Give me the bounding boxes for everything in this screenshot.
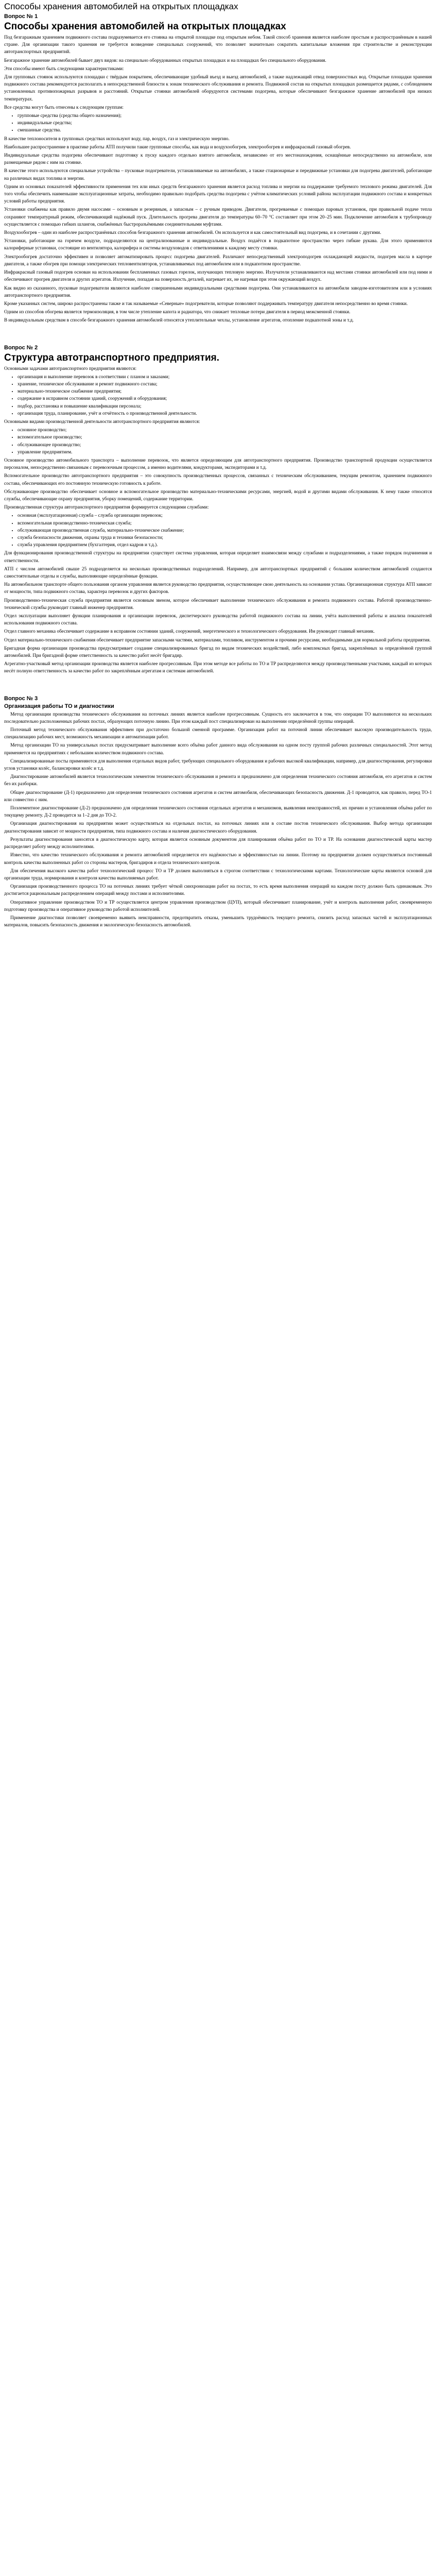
paragraph: Организация производственного процесса ТО на поточных линиях требует чёткой синхронизации работ на постах, то есть время выполнения операций на каждом посту должно быть одинаковым. Это достигается рациональным распределением операций между постами и исполнителями. bbox=[4, 884, 432, 897]
list-item: • обслуживающее производство; bbox=[18, 442, 432, 449]
paragraph: Отдел главного механика обеспечивает содержание в исправном состоянии зданий, сооружений, энергетического и технологического оборудования. Им руководит главный механик. bbox=[4, 629, 375, 635]
groups-list bbox=[4, 112, 432, 134]
paragraph: В качестве этого используются специальные устройства – пусковые подогреватели, устанавливаемые на автомобилях, а также стационарные и передвижные установки для подогрева двигателей, работающие на различных видах топлива и энергии. bbox=[4, 168, 432, 181]
paragraph: Результаты диагностирования заносятся в диагностическую карту, которая является основным документом для планирования объёма работ по ТО и ТР. На основании диагностической карты мастер распределяет работу между исполнителями. bbox=[4, 837, 432, 850]
question-2-label: Вопрос № 2 bbox=[4, 344, 38, 351]
question-1 bbox=[4, 13, 432, 325]
list-item: • организация и выполнение перевозок в соответствии с планом и заказами; bbox=[18, 374, 432, 381]
paragraph: Агрегатно-участковый метод организации производства является наиболее прогрессивным. При этом методе все работы по ТО и ТР распределяются между производственными участками, каждый из которых несёт полную ответственность за качество работ по закреплённым агрегатам и системам автомобилей. bbox=[4, 662, 432, 674]
paragraph: Одним из способов обогрева является термоизоляция, в том числе утепление капота и радиатора, что снижает тепловые потери двигателя в период межсменной стоянки. bbox=[4, 310, 351, 315]
kinds-list bbox=[4, 427, 432, 456]
paragraph: Вспомогательное производство автотранспортного предприятия – это совокупность производственных процессов, связанных с техническим обслуживанием, текущим ремонтом, хранением подвижного состава, обеспечивающих его постоянную техническую готовность к работе. bbox=[4, 473, 432, 486]
paragraph: Кроме указанных систем, широко распространены также и так называемые «Северные» подогреватели, которые позволяют поддерживать температуру двигателя непосредственно во время стоянки. bbox=[4, 301, 408, 307]
question-3-label: Вопрос № 3 bbox=[4, 695, 38, 702]
list-item: • основная (эксплуатационная) служба – служба организации перевозок; bbox=[18, 512, 432, 519]
paragraph: В индивидуальным средствам в способе безгаражного хранения автомобилей относятся утеплительные чехлы, установление агрегатов, отопление подкапотной зоны и т.д. bbox=[4, 318, 354, 324]
paragraph: Установки снабжены как правило двумя насосами – основным и резервным, а запасным – с ручным приводом. Двигатели, прогреваемые с помощью паровых установок, при правильной подаче тепла сохраняют температурный режим, обеспечивающий надёжный пуск. Длительность прогрева двигателя до температуры 60–70 °С составляет при этом 20–25 мин. Подключение автомобиля к трубопроводу осуществляется с помощью гибких шлангов, снабжённых быстроразъёмными соединительными муфтами. bbox=[4, 207, 432, 227]
question-2-title: Структура автотранспортного предприятия. bbox=[4, 352, 219, 363]
paragraph: Для обеспечения высокого качества работ технологический процесс ТО и ТР должен выполняться в строгом соответствии с технологическими картами. Технологические карты являются основой для организации труда, нормирования и контроля качества выполняемых работ. bbox=[4, 868, 432, 881]
paragraph: В качестве теплоносителя в групповых средствах используют воду, пар, воздух, газ и электрическую энергию. bbox=[4, 136, 230, 142]
list-item: • групповые средства (средства общего назначения); bbox=[18, 112, 432, 120]
question-3-subtitle: Организация работы ТО и диагностики bbox=[4, 703, 114, 709]
paragraph: Оперативное управление производством ТО и ТР осуществляется центром управления производством (ЦУП), который обеспечивает планирование, учёт и контроль выполнения работ, своевременную подготовку производства и оперативное руководство работой исполнителей. bbox=[4, 900, 432, 912]
paragraph: Специализированные посты применяются для выполнения отдельных видов работ, требующих специального оборудования и рабочих высокой квалификации, например, для диагностирования, регулировки углов установки колёс, балансировки колёс и т.д. bbox=[4, 758, 432, 772]
section-spacer bbox=[4, 676, 432, 695]
paragraph: Все средства могут быть отнесены к следующим группам: bbox=[4, 105, 124, 110]
paragraph: Как видно из сказанного, пусковые подогреватели являются наиболее совершенными индивидуальными средствами подогрева. Они устанавливаются на автомобили заводом-изготовителем или в условиях автотранспортного предприятия. bbox=[4, 285, 432, 298]
paragraph: Известно, что качество технического обслуживания и ремонта автомобилей определяется его надёжностью и эффективностью на линии. Поэтому на предприятии должен осуществляться постоянный контроль качества выполненных работ со стороны мастеров, бригадиров и отдела технического контроля. bbox=[4, 853, 432, 866]
paragraph: Бригадная форма организации производства предусматривает создание специализированных бригад по видам технических воздействий, либо комплексных бригад, закреплённых за определённой группой автомобилей. При бригадной форме ответственность за качество работ несёт бригадир. bbox=[4, 646, 432, 659]
paragraph: Эти способы имеют быть следующими характеристиками: bbox=[4, 66, 124, 72]
paragraph: Основными задачами автотранспортного предприятия являются: bbox=[4, 366, 137, 371]
tasks-list bbox=[4, 374, 432, 417]
paragraph: Отдел материально-технического снабжения обеспечивает предприятие запасными частями, материалами, топливом, инструментом и прочими ресурсами, необходимыми для нормальной работы предприятия. bbox=[4, 637, 431, 643]
paragraph: Отдел эксплуатации выполняет функции планирования и организации перевозок, диспетчерского руководства работой подвижного состава на линии, учёта выполненной работы и анализа показателей использования подвижного состава. bbox=[4, 614, 432, 626]
list-item: • хранение, техническое обслуживание и ремонт подвижного состава; bbox=[18, 381, 432, 388]
paragraph: АТП с числом автомобилей свыше 25 подразделяется на несколько производственных подразделений. Например, для автотранспортных предприятий с большим количеством автомобилей создаются самостоятельные отделы и службы, выполняющие определённые функции. bbox=[4, 566, 432, 579]
paragraph: Основное производство автомобильного транспорта – выполнение перевозок, что является определяющим для автотранспортного предприятия. Производство транспортной продукции осуществляется персоналом, непосредственно связанным с перевозочным процессом, а именно водителями, кондукторами, экспедиторами и т.д. bbox=[4, 457, 432, 471]
paragraph: Производственно-техническая служба предприятия является основным звеном, которое обеспечивает выполнение технического обслуживания и ремонта подвижного состава. Работой производственно-технической службы руководит главный инженер предприятия. bbox=[4, 598, 432, 611]
question-1-label: Вопрос № 1 bbox=[4, 13, 38, 20]
list-item: • обслуживающая производственная служба, материально-техническое снабжение; bbox=[18, 527, 432, 534]
paragraph: Обслуживающее производство обеспечивает основное и вспомогательное производство материально-техническими ресурсами, энергией, водой и другими видами обслуживания. К нему также относятся службы, обеспечивающие охрану предприятия, уборку помещений, содержание территории. bbox=[4, 489, 432, 502]
list-item: • смешанные средства. bbox=[18, 127, 432, 134]
page-title: Способы хранения автомобилей на открытых площадках bbox=[4, 2, 238, 11]
paragraph: Электрообогрев достаточно эффективен и позволяет автоматизировать процесс подогрева двигателей. Различают непосредственный электроподогрев охлаждающей жидкости, подогрев масла в картере двигателя, а также обогрев при помощи электрических тепловентиляторов, устанавливаемых под автомобилем или в подкапотном пространстве. bbox=[4, 254, 432, 267]
list-item: • управление предприятием. bbox=[18, 449, 432, 456]
list-item: • организация труда, планирование, учёт и отчётность о производственной деятельности. bbox=[18, 410, 432, 417]
question-3 bbox=[4, 695, 432, 929]
paragraph: Метод организации ТО на универсальных постах предусматривает выполнение всего объёма работ данного вида обслуживания на одном посту группой рабочих различных специальностей. Этот метод применяется на предприятиях с небольшим количеством подвижного состава. bbox=[4, 743, 432, 756]
paragraph: Организация диагностирования на предприятии может осуществляться на отдельных постах, на поточных линиях или в составе постов технического обслуживания. Выбор метода организации диагностирования зависит от мощности предприятия, типа подвижного состава и наличия диагностического оборудования. bbox=[4, 821, 432, 834]
paragraph: Общее диагностирование (Д-1) предназначено для определения технического состояния агрегатов и систем автомобиля, обеспечивающих безопасность движения. Д-1 проводится, как правило, перед ТО-1 или совместно с ним. bbox=[4, 790, 432, 803]
paragraph: Безгаражное хранение автомобилей бывает двух видов: на специально оборудованных открытых площадках и на площадках без специального оборудования. bbox=[4, 58, 326, 63]
paragraph: Поточный метод технического обслуживания эффективен при достаточно большой сменной программе. Организация работ на поточной линии обеспечивает высокую производительность труда, специализацию рабочих мест, возможность механизации и автоматизации работ. bbox=[4, 727, 432, 740]
list-item: • вспомогательное производство; bbox=[18, 434, 432, 441]
services-list bbox=[4, 512, 432, 549]
paragraph: На автомобильном транспорте общего пользования органом управления является руководство предприятия, осуществляющее свою деятельность на основании устава. Организационная структура АТП зависит от мощности, типа подвижного состава, характера перевозок и других факторов. bbox=[4, 582, 432, 595]
paragraph: Для групповых стоянок используются площадки с твёрдым покрытием, обеспечивающие удобный въезд и выезд автомобилей, а также надлежащий отвод поверхностных вод. Открытые площадки хранения подвижного состава рекомендуется располагать в непосредственной близости к зонам технического обслуживания и ремонта. Подвижной состав на открытых площадках размещается рядами, с соблюдением установленных противопожарных разрывов и расстояний. Открытые стоянки автомобилей оборудуются системами подогрева, которые обеспечивают безгаражное хранение автомобилей при низких температурах. bbox=[4, 75, 432, 102]
list-item: • индивидуальные средства; bbox=[18, 120, 432, 127]
question-2 bbox=[4, 344, 432, 675]
paragraph: Производственная структура автотранспортного предприятия формируется следующими службами: bbox=[4, 505, 209, 511]
paragraph: Наибольшее распространение в практике работы АТП получили такие групповые способы, как вода и воздухообогрев, электрообогрев и инфракрасный газовый обогрев. bbox=[4, 144, 351, 150]
paragraph: Индивидуальные средства подогрева обеспечивают подготовку к пуску каждого отдельно взятого автомобиля, независимо от его местонахождения, оснащённые непосредственно на автомобиле, или размещаемые рядом с ним на стоянке. bbox=[4, 153, 432, 166]
paragraph: Поэлементное диагностирование (Д-2) предназначено для определения технического состояния отдельных агрегатов и механизмов, выявления неисправностей, их причин и установления объёма работ по текущему ремонту. Д-2 проводится за 1–2 дня до ТО-2. bbox=[4, 806, 432, 819]
paragraph: Инфракрасный газовый подогрев основан на использовании беспламенных газовых горелок, излучающих тепловую энергию. Излучатели устанавливаются над местами стоянки автомобилей или под ними и обеспечивают прогрев двигателя и других агрегатов. Излучение, попадая на поверхность деталей, нагревает их, не нагревая при этом окружающий воздух. bbox=[4, 270, 432, 283]
paragraph: Под безгаражным хранением подвижного состава подразумевается его стоянка на открытой площадке под открытым небом. Такой способ хранения является наиболее простым и распространённым в нашей стране. Для организации такого хранения не требуется возведение специальных сооружений, что позволяет значительно сократить капитальные вложения при строительстве и реконструкции автотранспортных предприятий. bbox=[4, 35, 432, 55]
list-item: • служба управления предприятием (бухгалтерия, отдел кадров и т.д.). bbox=[18, 541, 432, 549]
paragraph: Основными видами производственной деятельности автотранспортного предприятия являются: bbox=[4, 419, 200, 425]
document bbox=[0, 0, 436, 929]
list-item: • содержание в исправном состоянии зданий, сооружений и оборудования; bbox=[18, 395, 432, 402]
section-spacer bbox=[4, 326, 432, 344]
list-item: • основное производство; bbox=[18, 427, 432, 434]
paragraph: Одним из основных показателей эффективности применения тех или иных средств безгаражного хранения является расход топлива и энергии на поддержание требуемого теплового режима двигателей. Для того чтобы обеспечить наименьшие эксплуатационные затраты, необходимо правильно подобрать средства подогрева с учётом климатических условий района эксплуатации подвижного состава и конкретных условий работы предприятия. bbox=[4, 184, 432, 205]
paragraph: Метод организации производства технического обслуживания на поточных линиях является наиболее прогрессивным. Сущность его заключается в том, что операции ТО выполняются на нескольких последовательно расположенных рабочих постах, образующих поточную линию. При этом каждый пост специализирован на выполнении определённой группы операций. bbox=[4, 711, 432, 724]
question-1-title: Способы хранения автомобилей на открытых площадках bbox=[4, 21, 286, 32]
paragraph: Применение диагностики позволяет своевременно выявить неисправности, предотвратить отказы, уменьшить трудоёмкость текущего ремонта, снизить расход запасных частей и эксплуатационных материалов, повысить безопасность движения и экологическую безопасность автомобилей. bbox=[4, 915, 432, 928]
paragraph: Воздухообогрев – один из наиболее распространённых способов безгаражного хранения автомобилей. Он используется и как самостоятельный вид подогрева, и в сочетании с другими. bbox=[4, 230, 381, 236]
list-item: • материально-техническое снабжение предприятия; bbox=[18, 388, 432, 395]
list-item: • подбор, расстановка и повышение квалификации персонала; bbox=[18, 403, 432, 410]
list-item: • вспомогательная производственно-техническая служба; bbox=[18, 520, 432, 527]
paragraph: Установки, работающие на горячем воздухе, подразделяются на централизованные и индивидуальные. Воздух подаётся в подкапотное пространство через гибкие рукава. Для этого применяются калориферные установки, состоящие из вентилятора, калорифера и системы воздуховодов с ответвлениями к каждому месту стоянки. bbox=[4, 239, 432, 251]
paragraph: Для функционирования производственной структуры на предприятии существует система управления, которая определяет взаимосвязи между службами и подразделениями, а также порядок подчинения и ответственности. bbox=[4, 551, 432, 564]
paragraph: Диагностирование автомобилей является технологическим элементом технического обслуживания и ремонта и предназначено для определения технического состояния автомобиля, его агрегатов и систем без их разборки. bbox=[4, 774, 432, 787]
list-item: • служба безопасности движения, охраны труда и техники безопасности; bbox=[18, 534, 432, 541]
